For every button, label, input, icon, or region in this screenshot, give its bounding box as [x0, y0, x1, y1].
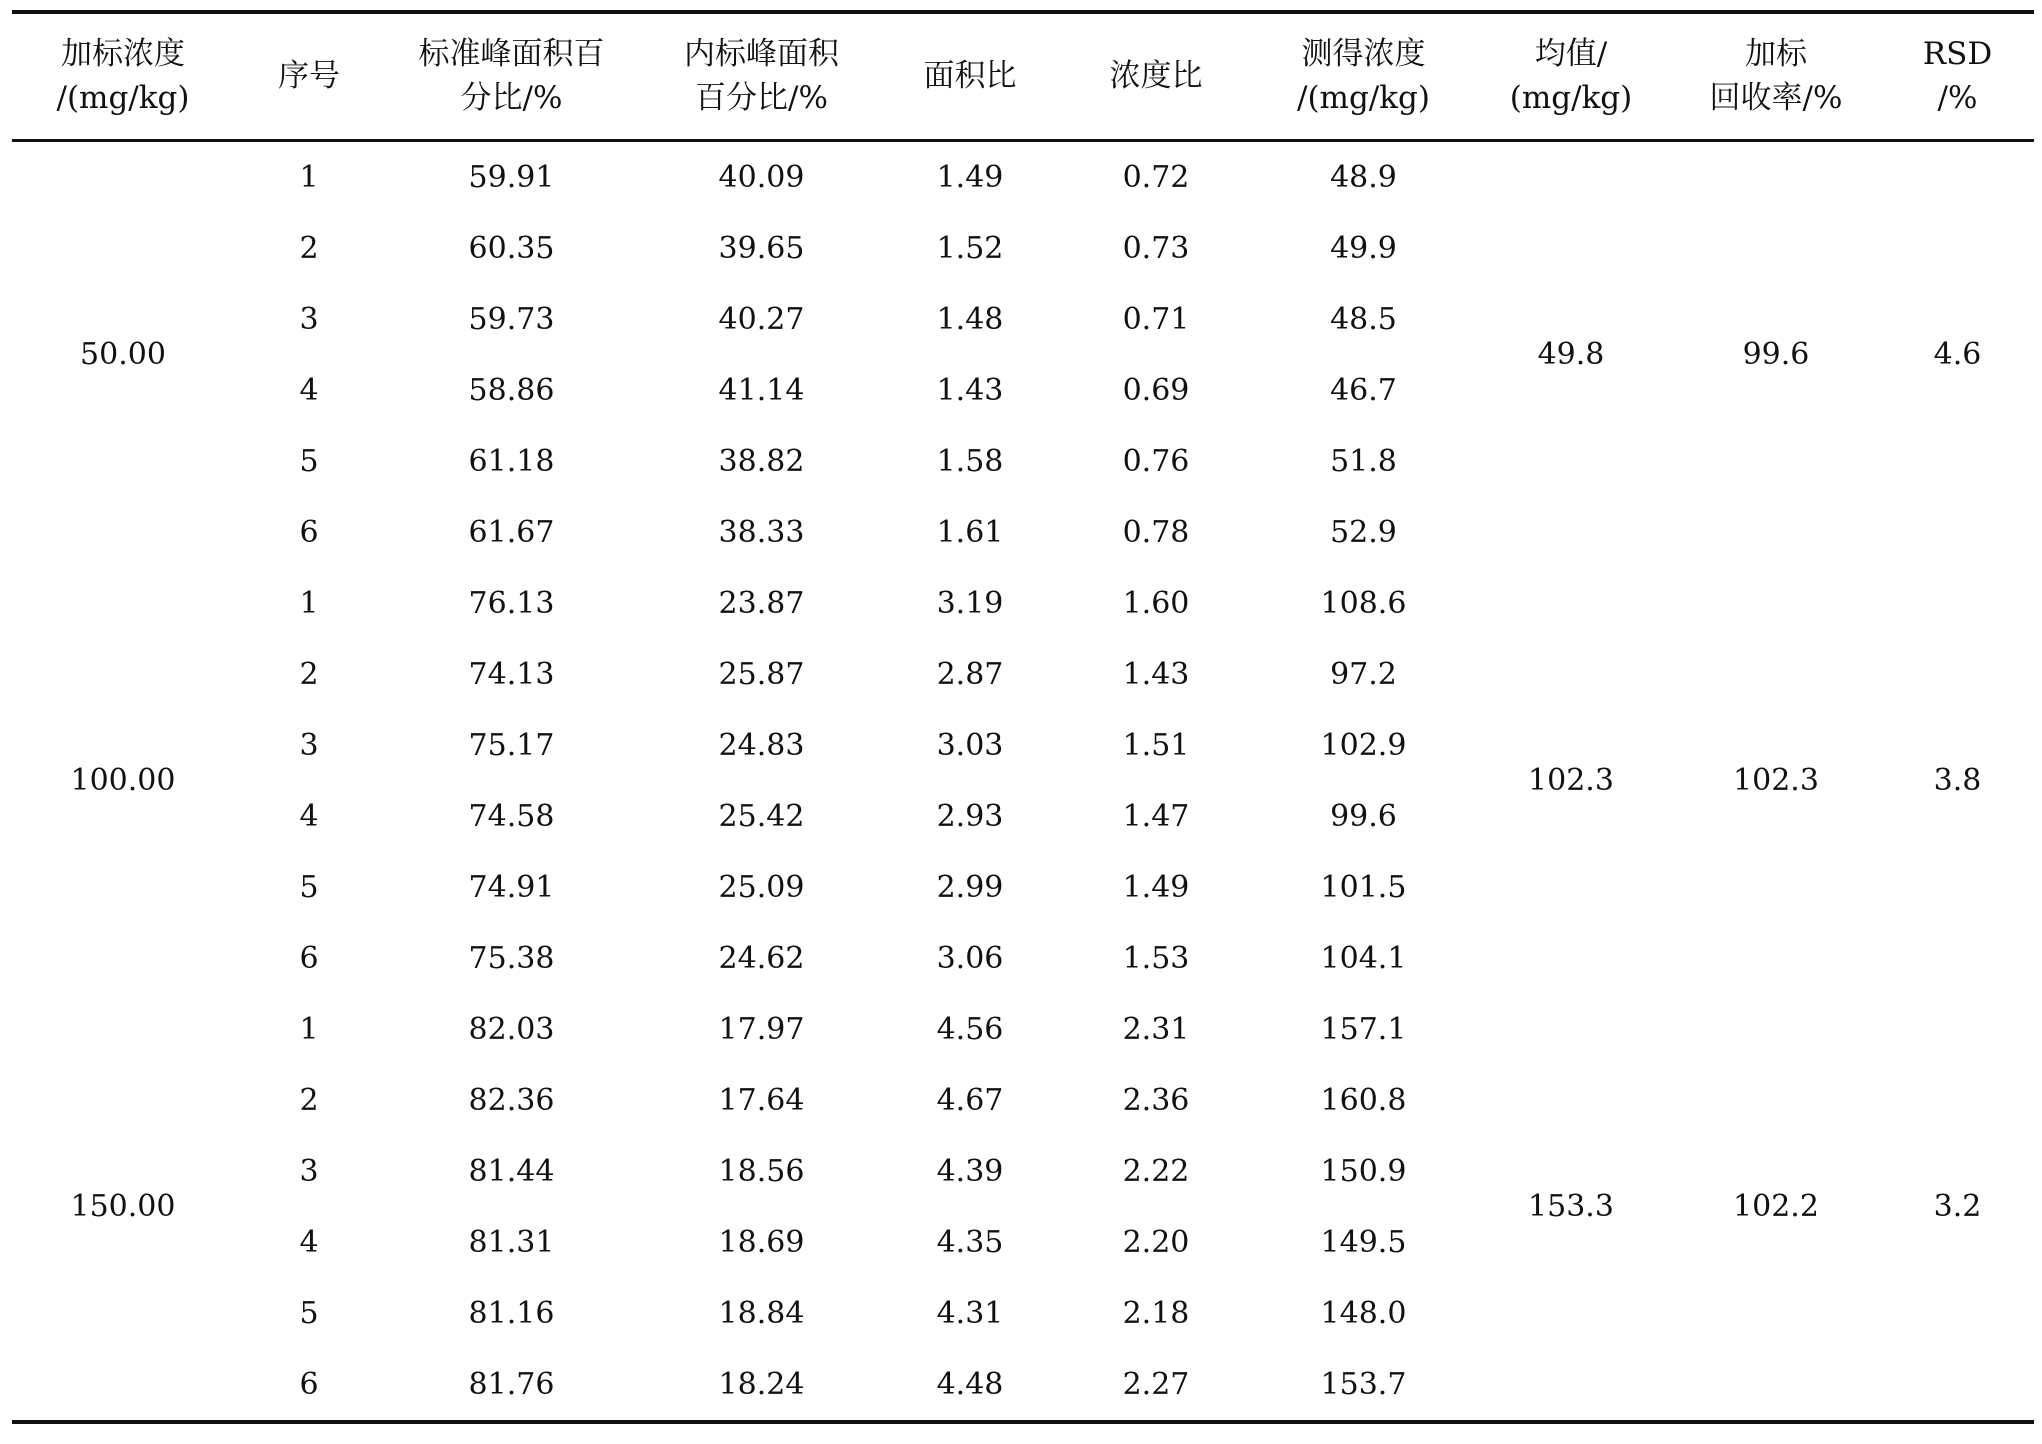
measured-concentration-cell: 104.1	[1320, 940, 1407, 976]
area-ratio-cell: 2.87	[936, 656, 1004, 692]
sequence-number-cell: 6	[299, 514, 319, 550]
measured-concentration-cell: 46.7	[1330, 372, 1397, 408]
concentration-ratio-cell: 2.18	[1122, 1295, 1190, 1331]
internal-standard-peak-area-cell: 18.84	[718, 1295, 805, 1331]
standard-peak-area-cell: 81.44	[468, 1153, 555, 1189]
area-ratio-cell: 4.48	[884, 1349, 1056, 1422]
concentration-ratio-cell: 0.73	[1122, 230, 1190, 266]
header-internal-standard-peak-area-percent: 内标峰面积 百分比/%	[639, 12, 884, 140]
standard-peak-area-cell: 74.58	[468, 798, 555, 834]
standard-peak-area-cell: 61.67	[468, 514, 555, 550]
sequence-number-cell: 5	[299, 869, 319, 905]
rsd-cell: 3.2	[1881, 994, 2034, 1422]
concentration-ratio-cell: 2.36	[1122, 1082, 1190, 1118]
measured-concentration-cell: 102.9	[1320, 727, 1407, 763]
area-ratio-cell: 1.52	[936, 230, 1004, 266]
standard-peak-area-cell: 81.16	[468, 1295, 555, 1331]
measured-concentration-cell: 51.8	[1330, 443, 1397, 479]
sequence-number-cell: 3	[299, 1153, 319, 1189]
concentration-ratio-cell: 0.69	[1122, 372, 1190, 408]
concentration-ratio-cell: 0.78	[1122, 514, 1190, 550]
table-row	[12, 568, 2034, 639]
header-area-ratio: 面积比	[884, 12, 1056, 140]
concentration-ratio-cell: 2.22	[1122, 1153, 1190, 1189]
standard-peak-area-cell: 61.18	[468, 443, 555, 479]
concentration-ratio-cell: 1.60	[1122, 585, 1190, 621]
measured-concentration-cell: 150.9	[1320, 1153, 1407, 1189]
area-ratio-cell: 4.67	[936, 1082, 1004, 1118]
internal-standard-peak-area-cell: 18.69	[718, 1224, 805, 1260]
measured-concentration-cell: 97.2	[1330, 656, 1397, 692]
standard-peak-area-cell: 75.17	[468, 727, 555, 763]
table-container	[12, 10, 2034, 1424]
header-rsd: RSD /%	[1881, 12, 2034, 140]
standard-peak-area-cell: 74.13	[468, 656, 555, 692]
area-ratio-cell: 2.93	[936, 798, 1004, 834]
sequence-number-cell: 3	[299, 727, 319, 763]
sequence-number-cell: 4	[299, 798, 319, 834]
internal-standard-peak-area-cell: 25.42	[718, 798, 805, 834]
spike-concentration-cell: 50.00	[80, 337, 166, 372]
measured-concentration-cell: 153.7	[1256, 1349, 1471, 1422]
internal-standard-peak-area-cell: 40.27	[718, 301, 805, 337]
standard-peak-area-cell: 60.35	[468, 230, 555, 266]
measured-concentration-cell: 160.8	[1320, 1082, 1407, 1118]
internal-standard-peak-area-cell: 17.97	[718, 1011, 805, 1047]
header-concentration-ratio: 浓度比	[1056, 12, 1256, 140]
sequence-number-cell: 3	[299, 301, 319, 337]
measured-concentration-cell: 157.1	[1320, 1011, 1407, 1047]
measured-concentration-cell: 52.9	[1330, 514, 1397, 550]
measured-concentration-cell: 48.5	[1330, 301, 1397, 337]
sequence-number-cell: 1	[299, 585, 319, 621]
standard-peak-area-cell: 81.76	[384, 1349, 639, 1422]
standard-peak-area-cell: 76.13	[468, 585, 555, 621]
rsd-cell: 3.8	[1933, 763, 1982, 798]
header-standard-peak-area-percent: 标准峰面积百 分比/%	[384, 12, 639, 140]
rsd-cell: 4.6	[1933, 337, 1982, 372]
concentration-ratio-cell: 2.20	[1122, 1224, 1190, 1260]
header-mean: 均值/ (mg/kg)	[1471, 12, 1671, 140]
area-ratio-cell: 3.06	[936, 940, 1004, 976]
internal-standard-peak-area-cell: 40.09	[718, 159, 805, 195]
sequence-number-cell: 4	[299, 372, 319, 408]
spike-recovery-cell: 102.3	[1733, 763, 1819, 798]
concentration-ratio-cell: 0.76	[1122, 443, 1190, 479]
header-row	[12, 12, 2034, 140]
area-ratio-cell: 3.03	[936, 727, 1004, 763]
header-sequence-number: 序号	[234, 12, 384, 140]
area-ratio-cell: 3.19	[936, 585, 1004, 621]
internal-standard-peak-area-cell: 39.65	[718, 230, 805, 266]
concentration-ratio-cell: 1.51	[1122, 727, 1190, 763]
internal-standard-peak-area-cell: 24.83	[718, 727, 805, 763]
area-ratio-cell: 4.39	[936, 1153, 1004, 1189]
internal-standard-peak-area-cell: 41.14	[718, 372, 805, 408]
sequence-number-cell: 5	[299, 443, 319, 479]
table-row	[12, 994, 2034, 1065]
area-ratio-cell: 4.31	[936, 1295, 1004, 1331]
standard-peak-area-cell: 82.36	[468, 1082, 555, 1118]
spike-recovery-cell: 99.6	[1742, 337, 1810, 372]
mean-cell: 49.8	[1537, 337, 1605, 372]
measured-concentration-cell: 49.9	[1330, 230, 1397, 266]
sequence-number-cell: 6	[234, 1349, 384, 1422]
internal-standard-peak-area-cell: 18.24	[639, 1349, 884, 1422]
concentration-ratio-cell: 2.27	[1056, 1349, 1256, 1422]
sequence-number-cell: 1	[299, 1011, 319, 1047]
internal-standard-peak-area-cell: 25.87	[718, 656, 805, 692]
sequence-number-cell: 2	[299, 230, 319, 266]
internal-standard-peak-area-cell: 23.87	[718, 585, 805, 621]
measured-concentration-cell: 148.0	[1320, 1295, 1407, 1331]
recovery-table	[12, 10, 2034, 1424]
standard-peak-area-cell: 59.91	[468, 159, 555, 195]
sequence-number-cell: 5	[299, 1295, 319, 1331]
concentration-ratio-cell: 1.49	[1122, 869, 1190, 905]
standard-peak-area-cell: 59.73	[468, 301, 555, 337]
measured-concentration-cell: 48.9	[1330, 159, 1397, 195]
concentration-ratio-cell: 1.43	[1122, 656, 1190, 692]
mean-cell: 102.3	[1528, 763, 1614, 798]
standard-peak-area-cell: 58.86	[468, 372, 555, 408]
sequence-number-cell: 2	[299, 1082, 319, 1118]
sequence-number-cell: 1	[299, 159, 319, 195]
header-spike-recovery: 加标 回收率/%	[1671, 12, 1881, 140]
sequence-number-cell: 4	[299, 1224, 319, 1260]
spike-concentration-cell: 100.00	[70, 763, 176, 798]
area-ratio-cell: 4.56	[936, 1011, 1004, 1047]
area-ratio-cell: 1.61	[936, 514, 1004, 550]
area-ratio-cell: 4.35	[936, 1224, 1004, 1260]
table-row	[12, 140, 2034, 213]
area-ratio-cell: 1.58	[936, 443, 1004, 479]
spike-recovery-cell: 102.2	[1671, 994, 1881, 1422]
sequence-number-cell: 2	[299, 656, 319, 692]
header-measured-concentration: 测得浓度 /(mg/kg)	[1256, 12, 1471, 140]
area-ratio-cell: 1.43	[936, 372, 1004, 408]
measured-concentration-cell: 149.5	[1320, 1224, 1407, 1260]
internal-standard-peak-area-cell: 17.64	[718, 1082, 805, 1118]
area-ratio-cell: 2.99	[936, 869, 1004, 905]
internal-standard-peak-area-cell: 25.09	[718, 869, 805, 905]
concentration-ratio-cell: 0.71	[1122, 301, 1190, 337]
concentration-ratio-cell: 1.47	[1122, 798, 1190, 834]
standard-peak-area-cell: 81.31	[468, 1224, 555, 1260]
internal-standard-peak-area-cell: 38.33	[718, 514, 805, 550]
table-header	[12, 12, 2034, 140]
measured-concentration-cell: 99.6	[1330, 798, 1397, 834]
spike-concentration-cell: 150.00	[12, 994, 234, 1422]
concentration-ratio-cell: 2.31	[1122, 1011, 1190, 1047]
table-body	[12, 140, 2034, 1422]
measured-concentration-cell: 101.5	[1320, 869, 1407, 905]
header-spike-concentration: 加标浓度 /(mg/kg)	[12, 12, 234, 140]
standard-peak-area-cell: 74.91	[468, 869, 555, 905]
concentration-ratio-cell: 0.72	[1122, 159, 1190, 195]
area-ratio-cell: 1.49	[936, 159, 1004, 195]
standard-peak-area-cell: 75.38	[468, 940, 555, 976]
measured-concentration-cell: 108.6	[1320, 585, 1407, 621]
standard-peak-area-cell: 82.03	[468, 1011, 555, 1047]
concentration-ratio-cell: 1.53	[1122, 940, 1190, 976]
mean-cell: 153.3	[1471, 994, 1671, 1422]
internal-standard-peak-area-cell: 38.82	[718, 443, 805, 479]
internal-standard-peak-area-cell: 24.62	[718, 940, 805, 976]
sequence-number-cell: 6	[299, 940, 319, 976]
area-ratio-cell: 1.48	[936, 301, 1004, 337]
internal-standard-peak-area-cell: 18.56	[718, 1153, 805, 1189]
